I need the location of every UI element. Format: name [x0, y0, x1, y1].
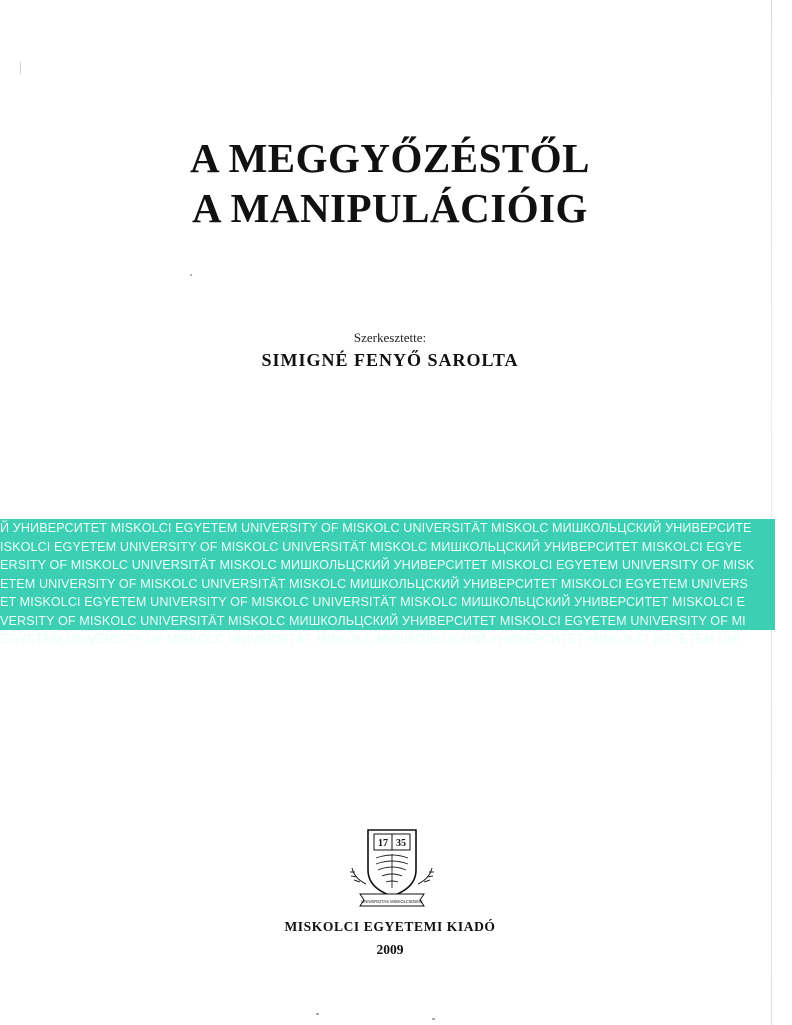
editor-label: Szerkesztette: — [353, 330, 427, 345]
band-text-row: ERSITY OF MISKOLC UNIVERSITÄT MISKOLC МИШКОЛЬЦСКИЙ УНИВЕРСИТЕТ MISKOLCI EGYETEM UNIVERSITY OF MISK — [0, 558, 755, 572]
scan-speck — [20, 62, 21, 74]
editor-name: SIMIGNÉ FENYŐ SAROLTA — [261, 350, 519, 370]
publisher-name: MISKOLCI EGYETEMI KIADÓ — [284, 919, 496, 934]
scan-speck — [316, 1013, 319, 1015]
publication-year: 2009 — [376, 942, 404, 957]
university-crest-logo — [346, 824, 438, 908]
scan-speck — [190, 274, 192, 276]
crest-year-left: 17 — [378, 838, 388, 849]
book-title — [0, 133, 780, 233]
band-text-row: EGYETEM UNIVERSITY OF MISKOLC UNIVERSITÄT MISKOLC МИШКОЛЬЦСКИЙ УНИВЕРСИТЕТ MISKOLCI EGYETEM UNI — [0, 632, 741, 646]
crest-ribbon-text: UNIVERSITAS MISKOLCIENSIS — [361, 899, 423, 904]
band-text-row: ET MISKOLCI EGYETEM UNIVERSITY OF MISKOLC UNIVERSITÄT MISKOLC МИШКОЛЬЦСКИЙ УНИВЕРСИТЕТ MISKOLCI E — [0, 595, 746, 609]
university-name-band — [0, 519, 775, 646]
band-text-row: Й УНИВЕРСИТЕТ MISKOLCI EGYETEM UNIVERSITY OF MISKOLC UNIVERSITÄT MISKOLC МИШКОЛЬЦСКИЙ УНИВЕРСИТЕ — [0, 521, 752, 535]
band-text-row: VERSITY OF MISKOLC UNIVERSITÄT MISKOLC МИШКОЛЬЦСКИЙ УНИВЕРСИТЕТ MISKOLCI EGYETEM UNIVERSITY OF MI — [0, 613, 746, 628]
title-line-2: A MANIPULÁCIÓIG — [192, 185, 588, 231]
crest-year-right: 35 — [396, 838, 406, 849]
band-text-row: ISKOLCI EGYETEM UNIVERSITY OF MISKOLC UNIVERSITÄT MISKOLC МИШКОЛЬЦСКИЙ УНИВЕРСИТЕТ MISKOLCI EGYE — [0, 539, 742, 554]
title-line-1: A MEGGYŐZÉSTŐL — [189, 135, 590, 181]
band-text-row: ETEM UNIVERSITY OF MISKOLC UNIVERSITÄT MISKOLC МИШКОЛЬЦСКИЙ УНИВЕРСИТЕТ MISKOLCI EGYETEM UNIVERS — [0, 576, 749, 591]
scan-speck — [432, 1018, 435, 1020]
